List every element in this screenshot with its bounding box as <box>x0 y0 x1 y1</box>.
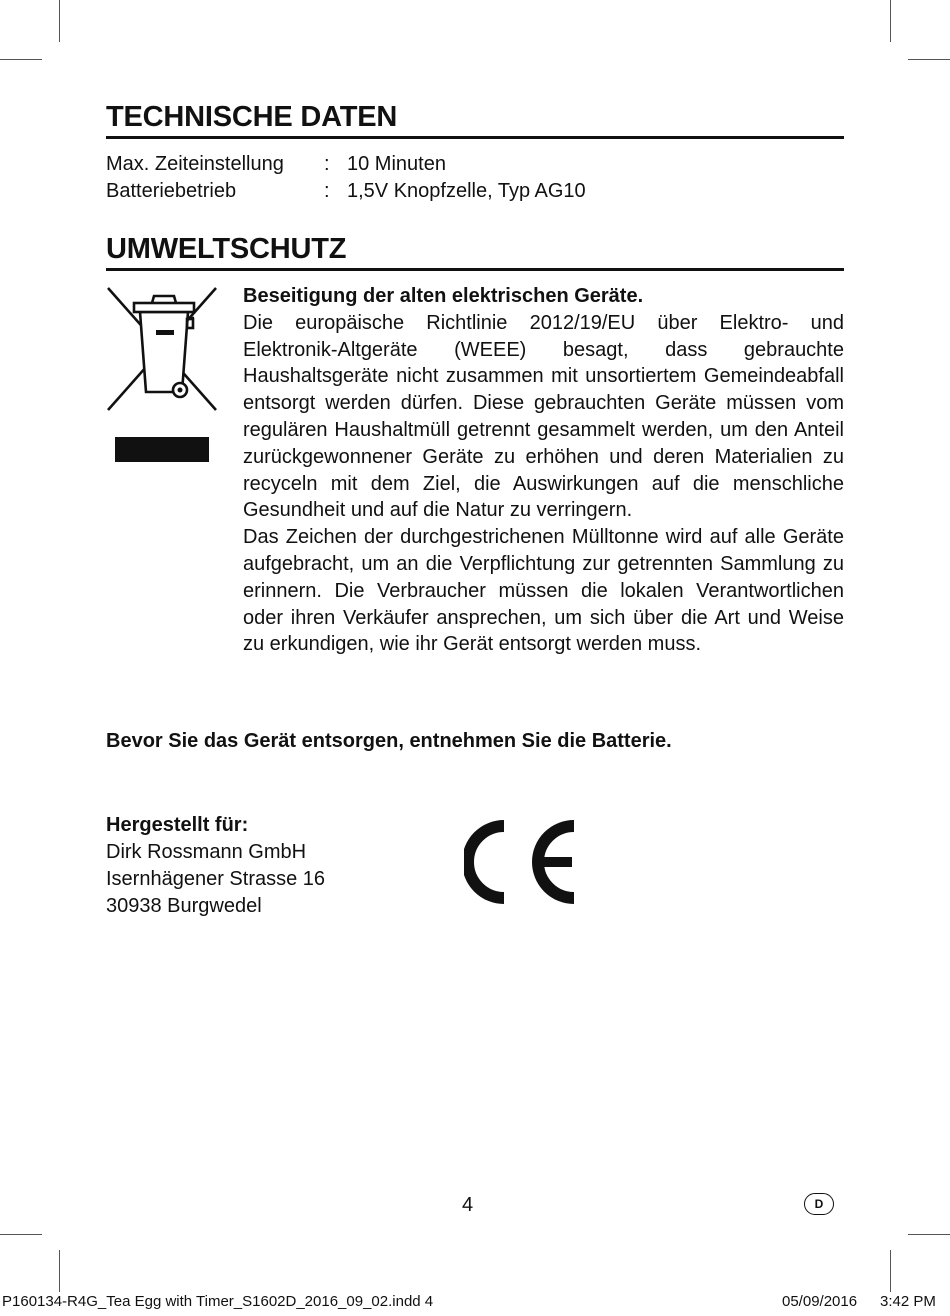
manufacturer-heading: Hergestellt für: <box>106 814 249 836</box>
crossed-out-wheelie-bin-icon <box>104 284 220 466</box>
address-line: Isernhägener Strasse 16 <box>106 868 326 890</box>
environment-heading: UMWELTSCHUTZ <box>106 233 844 271</box>
weee-subtitle: Beseitigung der alten elektrischen Geräte. <box>243 285 644 307</box>
footer-date: 05/09/2016 <box>782 1293 858 1310</box>
weee-text-block <box>243 283 844 658</box>
weee-paragraph-2: Das Zeichen der durchgestrichenen Mülltonne wird auf alle Geräte aufgebracht, um an die Verpflichtung zur getrennten Sammlung zu erinnern. Die Verbraucher müssen die lokalen Verantwortlichen oder ihren Verkäufer ansprechen, um sich über die Art und Weise zu erkundigen, wie ihr Gerät entsorgt werden muss. <box>243 526 844 656</box>
spec-separator: : <box>324 180 330 202</box>
address-line: 30938 Burgwedel <box>106 895 262 917</box>
spec-value: 1,5V Knopfzelle, Typ AG10 <box>347 180 586 202</box>
crop-mark <box>0 1234 42 1235</box>
weee-paragraph-1: Die europäische Richtlinie 2012/19/EU über Elektro- und Elektronik-Altgeräte (WEEE) besagt, dass gebrauchte Haushaltsgeräte nicht zusammen mit unsortiertem Gemeindeabfall entsorgt werden dürfen. Diese gebrauchten Geräte müssen vom regulären Haushaltmüll getrennt gesammelt werden, um den Anteil zurückgewonnener Geräte zu erhöhen und deren Materialien zu recyceln mit dem Ziel, die Auswirkungen auf die menschliche Gesundheit und auf die Natur zu verringern. <box>243 311 844 522</box>
spec-label: Max. Zeiteinstellung <box>106 153 284 175</box>
page-number: 4 <box>462 1194 474 1216</box>
ce-mark-logo <box>464 818 582 906</box>
crop-mark <box>59 0 60 42</box>
manufacturer-address <box>106 812 325 920</box>
spec-separator: : <box>324 153 330 175</box>
crop-mark <box>890 0 891 42</box>
language-badge: D <box>804 1193 834 1215</box>
spec-label: Batteriebetrieb <box>106 180 237 202</box>
footer-filename: P160134-R4G_Tea Egg with Timer_S1602D_2016_09_02.indd 4 <box>2 1293 434 1310</box>
battery-warning: Bevor Sie das Gerät entsorgen, entnehmen Sie die Batterie. <box>106 730 672 752</box>
crop-mark <box>908 59 950 60</box>
footer-time: 3:42 PM <box>880 1293 936 1310</box>
crop-mark <box>59 1250 60 1292</box>
spec-value: 10 Minuten <box>347 153 446 175</box>
technical-data-heading: TECHNISCHE DATEN <box>106 101 844 139</box>
crop-mark <box>0 59 42 60</box>
address-line: Dirk Rossmann GmbH <box>106 841 307 863</box>
crop-mark <box>908 1234 950 1235</box>
crop-mark <box>890 1250 891 1292</box>
